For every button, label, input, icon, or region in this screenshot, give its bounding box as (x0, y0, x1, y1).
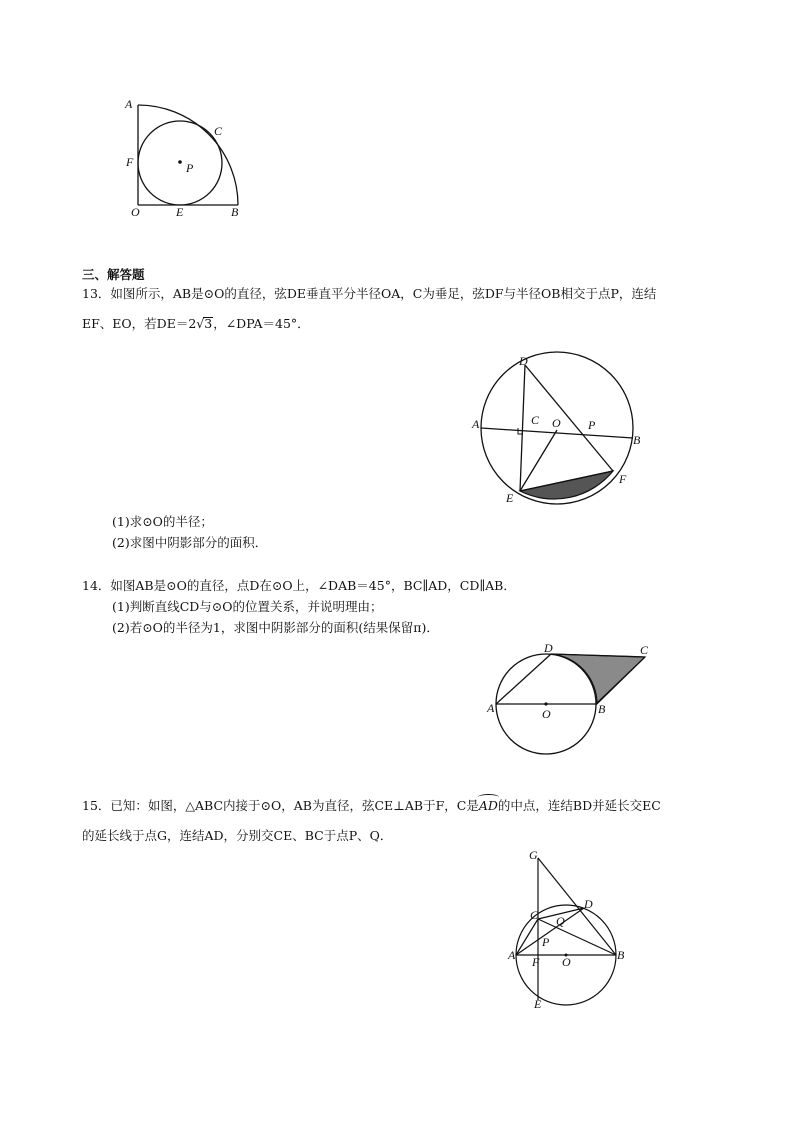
label-C: C (640, 643, 649, 657)
label-D: D (519, 354, 528, 368)
q15-line2: 的延长线于点G，连结AD，分别交CE、BC于点P、Q． (82, 828, 393, 843)
label-F: F (619, 472, 627, 486)
center-point-P (178, 160, 182, 164)
q14-sub2: (2)若⊙O的半径为1，求图中阴影部分的面积(结果保留π)． (112, 620, 439, 635)
q13-line2 (82, 315, 310, 333)
section-title: 三、解答题 (82, 267, 145, 282)
q13-line2-post: ，∠DPA＝45°． (213, 316, 310, 331)
figure-q13 (470, 350, 660, 510)
label-D: D (544, 641, 553, 655)
label-A: A (487, 701, 495, 715)
label-O: O (131, 205, 140, 219)
label-C: C (214, 124, 223, 138)
arc-AD: AD (478, 798, 498, 813)
label-B: B (598, 702, 606, 716)
q14-sub1: (1)判断直线CD与⊙O的位置关系，并说明理由； (112, 599, 383, 614)
segment-AD (516, 908, 584, 955)
label-P: P (542, 935, 550, 949)
q13-sqrt-value: 3 (204, 316, 213, 331)
quarter-arc (138, 105, 238, 205)
sqrt-sign: √ (196, 316, 205, 331)
label-O: O (542, 707, 551, 721)
q13-line1: 13．如图所示，AB是⊙O的直径，弦DE垂直平分半径OA，C为垂足，弦DF与半径OB相交于点P，连结 (82, 286, 657, 301)
label-O: O (552, 416, 561, 430)
q15-line1-pre: 15．已知：如图，△ABC内接于⊙O，AB为直径，弦CE⊥AB于F，C是 (82, 798, 479, 813)
chord-DE (520, 365, 525, 491)
label-E: E (506, 491, 514, 505)
label-O: O (562, 955, 571, 969)
shaded-region (551, 654, 645, 704)
q15-line1 (82, 797, 661, 815)
label-Q: Q (556, 914, 565, 928)
label-A: A (125, 97, 133, 111)
shaded-segment (520, 471, 613, 499)
figure-q15 (500, 845, 640, 1010)
line-GB (538, 858, 616, 955)
q15-line1-post: 的中点，连结BD并延长交EC (497, 798, 661, 813)
segment-EO (520, 430, 557, 491)
label-A: A (472, 417, 480, 431)
label-D: D (584, 897, 593, 911)
label-P: P (186, 161, 194, 175)
label-B: B (633, 433, 641, 447)
q13-sub2: (2)求图中阴影部分的面积． (112, 535, 268, 550)
label-F: F (126, 155, 134, 169)
center-point-O (544, 702, 547, 705)
figure-q12 (110, 95, 260, 225)
figure-q14 (480, 640, 660, 760)
q13-sub1: (1)求⊙O的半径； (112, 514, 213, 529)
segment-AD (496, 654, 551, 704)
label-C: C (531, 413, 540, 427)
label-P: P (588, 418, 596, 432)
label-A: A (508, 948, 516, 962)
label-B: B (231, 205, 239, 219)
label-C: C (530, 908, 539, 922)
label-E: E (176, 205, 184, 219)
q14-line1: 14．如图AB是⊙O的直径，点D在⊙O上，∠DAB＝45°，BC∥AD，CD∥AB． (82, 578, 516, 593)
label-E: E (534, 997, 542, 1011)
q13-line2-pre: EF、EO，若DE＝2 (82, 316, 197, 331)
segment-CB (538, 919, 616, 955)
label-G: G (529, 848, 538, 862)
label-F: F (532, 955, 540, 969)
label-B: B (617, 948, 625, 962)
